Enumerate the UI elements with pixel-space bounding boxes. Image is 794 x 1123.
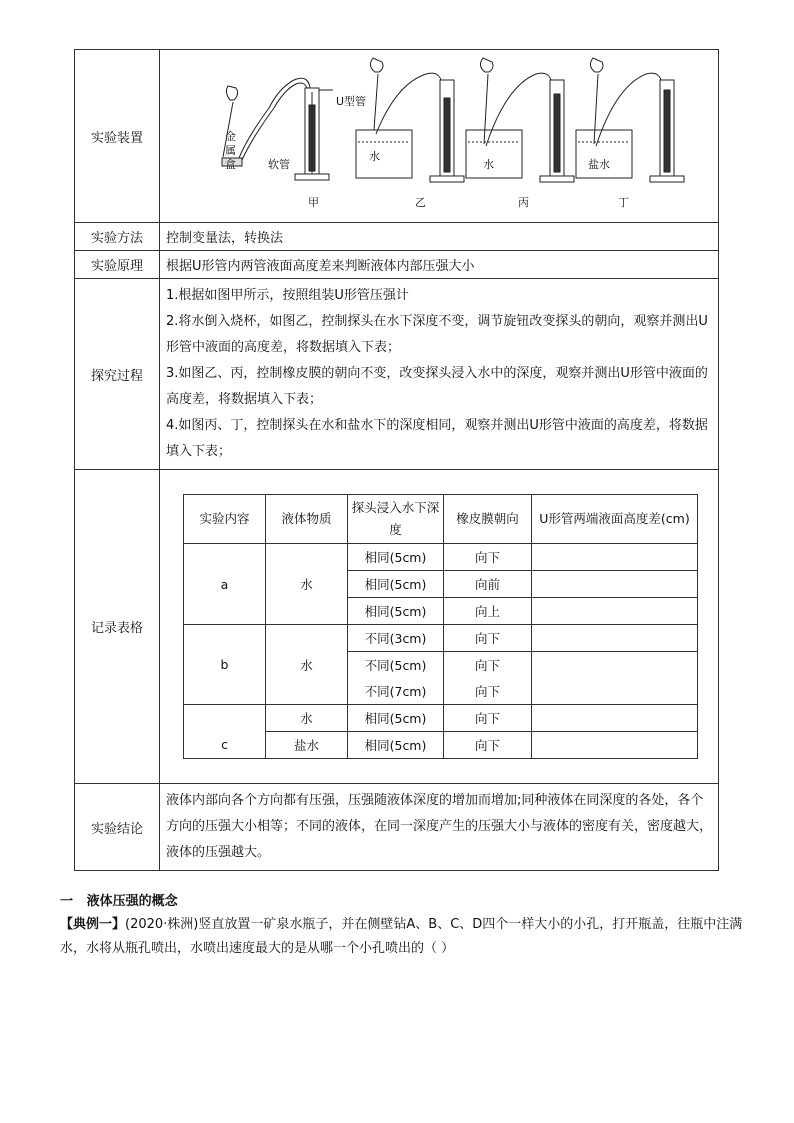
table-cell-liquid: 水 bbox=[266, 705, 348, 732]
table-cell-liquid: 盐水 bbox=[266, 732, 348, 759]
water-label-yi: 水 bbox=[369, 150, 380, 163]
table-cell-depth: 不同(3cm) bbox=[348, 625, 444, 652]
table-cell-depth: 相同(5cm) bbox=[348, 732, 444, 759]
record-cell bbox=[160, 470, 719, 784]
table-cell-empty bbox=[532, 598, 698, 625]
table-cell-direction: 向下 bbox=[444, 625, 532, 652]
apparatus-label: 实验装置 bbox=[75, 50, 160, 223]
principle-label: 实验原理 bbox=[75, 251, 160, 279]
table-cell-direction: 向下 bbox=[444, 705, 532, 732]
caption-ding: 丁 bbox=[618, 196, 629, 209]
table-cell-depth: 相同(5cm) bbox=[348, 598, 444, 625]
record-header-depth: 探头浸入水下深度 bbox=[348, 495, 444, 544]
table-cell-depth: 不同(7cm) bbox=[348, 678, 444, 705]
process-step-1: 1.根据如图甲所示，按照组装U形管压强计 bbox=[166, 288, 409, 303]
table-cell-empty bbox=[532, 705, 698, 732]
soft-tube-label: 软管 bbox=[268, 158, 290, 171]
method-label: 实验方法 bbox=[75, 223, 160, 251]
process-label: 探究过程 bbox=[75, 279, 160, 470]
table-cell-depth: 相同(5cm) bbox=[348, 544, 444, 571]
table-cell-direction: 向下 bbox=[444, 732, 532, 759]
section-heading bbox=[60, 890, 178, 909]
process-step-2: 2.将水倒入烧杯，如图乙，控制探头在水下深度不变，调节旋钮改变探头的朝向，观察并测出U形管中液面的高度差，将数据填入下表； bbox=[166, 314, 708, 355]
method-text: 控制变量法，转换法 bbox=[160, 223, 719, 251]
table-cell-depth: 不同(5cm) bbox=[348, 652, 444, 679]
table-cell-direction: 向上 bbox=[444, 598, 532, 625]
table-cell-empty bbox=[532, 625, 698, 652]
experiment-table bbox=[74, 49, 719, 871]
metal-box-label-2: 属 bbox=[225, 144, 236, 157]
record-header-content: 实验内容 bbox=[184, 495, 266, 544]
conclusion-text: 液体内部向各个方向都有压强，压强随液体深度的增加而增加;同种液体在同深度的各处，各个方向的压强大小相等；不同的液体，在同一深度产生的压强大小与液体的密度有关，密度越大，液体的压强越大。 bbox=[160, 784, 719, 871]
record-header-liquid: 液体物质 bbox=[266, 495, 348, 544]
record-header-height-diff: U形管两端液面高度差(cm) bbox=[532, 495, 698, 544]
u-tube-label: U型管 bbox=[336, 95, 367, 108]
record-label: 记录表格 bbox=[75, 470, 160, 784]
table-cell-direction: 向前 bbox=[444, 571, 532, 598]
group-a-liquid: 水 bbox=[266, 544, 348, 625]
apparatus-figure-cell bbox=[160, 50, 719, 223]
process-step-3: 3.如图乙、丙，控制橡皮膜的朝向不变，改变探头浸入水中的深度，观察并测出U形管中液面的高度差，将数据填入下表； bbox=[166, 366, 708, 407]
metal-box-label-3: 盒 bbox=[225, 158, 236, 171]
apparatus-figure bbox=[160, 50, 718, 218]
table-cell-depth: 相同(5cm) bbox=[348, 705, 444, 732]
example-source: (2020·株洲) bbox=[125, 917, 199, 932]
section-marker: 一 bbox=[60, 894, 74, 909]
principle-text: 根据U形管内两管液面高度差来判断液体内部压强大小 bbox=[160, 251, 719, 279]
table-cell-depth: 相同(5cm) bbox=[348, 571, 444, 598]
record-table bbox=[183, 494, 698, 759]
example-text: 竖直放置一矿泉水瓶子，并在侧壁钻A、B、C、D四个一样大小的小孔，打开瓶盖，往瓶中注满水，水将从瓶孔喷出，水喷出速度最大的是从哪一个小孔喷出的（ ） bbox=[60, 917, 743, 956]
table-cell-empty bbox=[532, 652, 698, 705]
brine-label-ding: 盐水 bbox=[588, 158, 610, 171]
table-cell-empty bbox=[532, 571, 698, 598]
example-tag: 【典例一】 bbox=[60, 917, 126, 932]
group-b-name: b bbox=[184, 625, 266, 705]
table-cell-empty bbox=[532, 732, 698, 759]
water-label-bing: 水 bbox=[483, 158, 494, 171]
process-step-4: 4.如图丙、丁，控制探头在水和盐水下的深度相同，观察并测出U形管中液面的高度差，将数据填入下表； bbox=[166, 418, 708, 459]
conclusion-label: 实验结论 bbox=[75, 784, 160, 871]
section-title: 液体压强的概念 bbox=[86, 894, 178, 909]
table-cell-direction: 向下 bbox=[444, 678, 532, 705]
process-steps bbox=[160, 279, 719, 470]
caption-jia: 甲 bbox=[308, 196, 319, 209]
apparatus-yi bbox=[356, 58, 464, 182]
group-c-name: c bbox=[184, 705, 266, 759]
table-cell-empty bbox=[532, 544, 698, 571]
example-paragraph bbox=[60, 913, 750, 961]
group-a-name: a bbox=[184, 544, 266, 625]
table-cell-direction: 向下 bbox=[444, 544, 532, 571]
caption-yi: 乙 bbox=[415, 196, 426, 209]
caption-bing: 丙 bbox=[518, 196, 529, 209]
table-cell-direction: 向下 bbox=[444, 652, 532, 679]
record-header-direction: 橡皮膜朝向 bbox=[444, 495, 532, 544]
group-b-liquid: 水 bbox=[266, 625, 348, 705]
metal-box-label-1: 金 bbox=[225, 130, 236, 143]
